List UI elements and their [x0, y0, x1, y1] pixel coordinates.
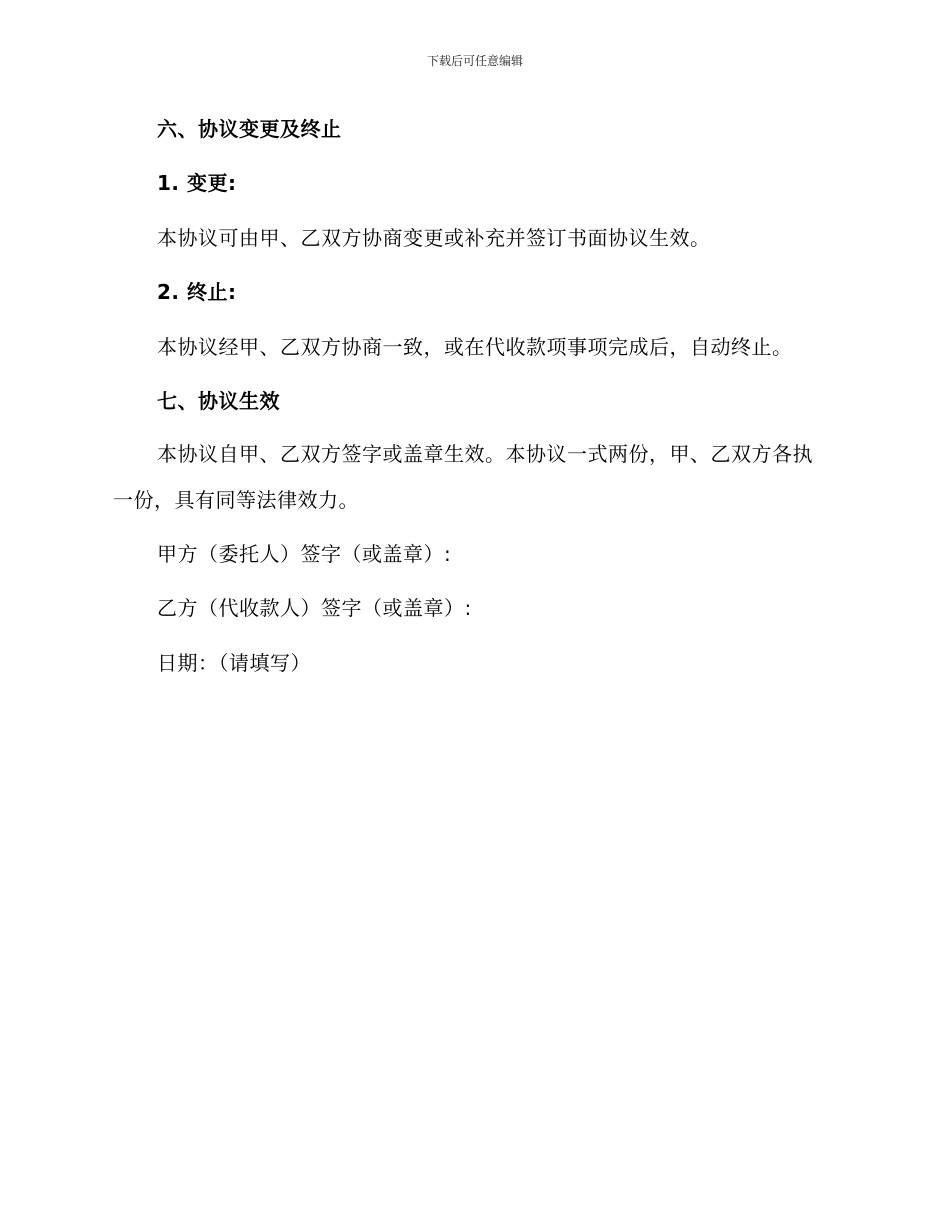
section-7-title: 七、协议生效 [157, 389, 280, 413]
section-6-title: 六、协议变更及终止 [157, 117, 342, 141]
change-label: 1. 变更: [157, 171, 237, 195]
party-b-signature: 乙方（代收款人）签字（或盖章）: [157, 596, 472, 620]
page-header: 下载后可任意编辑 [426, 54, 523, 68]
date-field: 日期：（请填写） [157, 651, 311, 675]
party-a-signature: 甲方（委托人）签字（或盖章）: [157, 542, 452, 566]
termination-text: 本协议经甲、乙双方协商一致，或在代收款项事项完成后，自动终止。 [157, 335, 793, 359]
termination-label: 2. 终止: [157, 280, 237, 304]
change-text: 本协议可由甲、乙双方协商变更或补充并签订书面协议生效。 [157, 226, 711, 250]
section-7-text: 本协议自甲、乙双方签字或盖章生效。本协议一式两份，甲、乙双方各执一份，具有同等法律效力。 [113, 442, 813, 512]
